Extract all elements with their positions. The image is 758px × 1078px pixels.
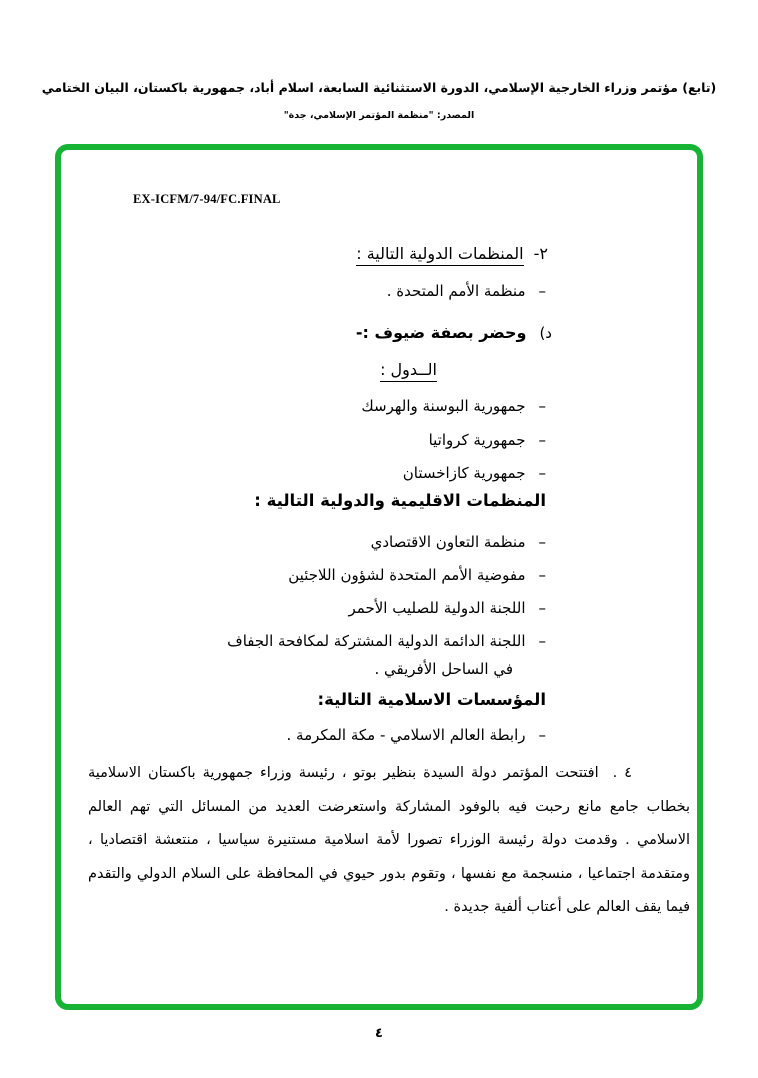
opening-paragraph [88,757,690,925]
dash-marker: – [538,397,546,415]
section-title: المنظمات الدولية التالية : [356,244,523,266]
document-reference: EX-ICFM/7-94/FC.FINAL [133,192,281,206]
list-item-continuation: في الساحل الأفريقي . [374,660,513,678]
list-item-label: رابطة العالم الاسلامي - مكة المكرمة . [286,726,526,744]
list-item-label: اللجنة الدولية للصليب الأحمر [348,599,526,617]
list-item-org [371,531,546,553]
section-2-heading [356,243,548,265]
page-number: ٤ [375,1026,383,1041]
list-item-org [227,630,546,652]
paragraph-number: ٤ . [612,765,633,781]
dash-marker: – [538,431,546,449]
paragraph-text: افتتحت المؤتمر دولة السيدة بنظير بوتو ، رئيسة وزراء جمهورية باكستان الاسلامية بخطاب جامع مانع رحبت فيه بالوفود المشاركة واستعرضت العديد من المسائل التي تهم العالم الاسلامي . وقدمت دولة رئيسة الوزراء تصورا لأمة اسلامية مستنيرة سياسيا ، منتعشة اقتصاديا ، ومتقدمة اجتماعيا ، منسجمة مع نفسها ، وتقوم بدور حيوي في المحافظة على السلام الدولي والتقدم فيما يقف العالم على أعتاب ألفية جديدة . [88,765,690,915]
list-item-org [288,564,546,586]
dash-marker: – [538,599,546,617]
dash-marker: – [538,533,546,551]
list-item-label: مفوضية الأمم المتحدة لشؤون اللاجئين [288,566,526,584]
list-item-label: منظمة الأمم المتحدة . [386,282,526,300]
list-item-label: جمهورية البوسنة والهرسك [361,397,526,415]
institutions-heading: المؤسسات الاسلامية التالية: [317,690,546,709]
list-item-un [387,280,546,302]
organizations-heading: المنظمات الاقليمية والدولية التالية : [254,491,546,510]
list-item-institution [286,724,546,746]
page-header: (تابع) مؤتمر وزراء الخارجية الإسلامي، الدورة الاستثنائية السابعة، اسلام أباد، جمهورية باكستان، البيان الختامي [41,80,717,95]
list-item-state [361,395,546,417]
list-item-state [403,462,546,484]
list-item-state [429,429,546,451]
dash-marker: – [538,726,546,744]
list-item-org [349,597,546,619]
section-number: ٢- [533,244,548,263]
source-line: المصدر: "منظمة المؤتمر الإسلامي، جدة" [283,110,475,121]
dash-marker: – [538,464,546,482]
subsection-letter: د) [539,324,552,342]
subsection-title: وحضر بصفة ضيوف :- [355,323,527,342]
states-heading: الــدول : [380,359,437,381]
list-item-label: جمهورية كازاخستان [402,464,526,482]
list-item-label: اللجنة الدائمة الدولية المشتركة لمكافحة الجفاف [227,632,526,650]
dash-marker: – [538,282,546,300]
dash-marker: – [538,632,546,650]
list-item-label: جمهورية كرواتيا [428,431,526,449]
dash-marker: – [538,566,546,584]
list-item-label: منظمة التعاون الاقتصادي [370,533,526,551]
subsection-d-heading [356,322,552,344]
